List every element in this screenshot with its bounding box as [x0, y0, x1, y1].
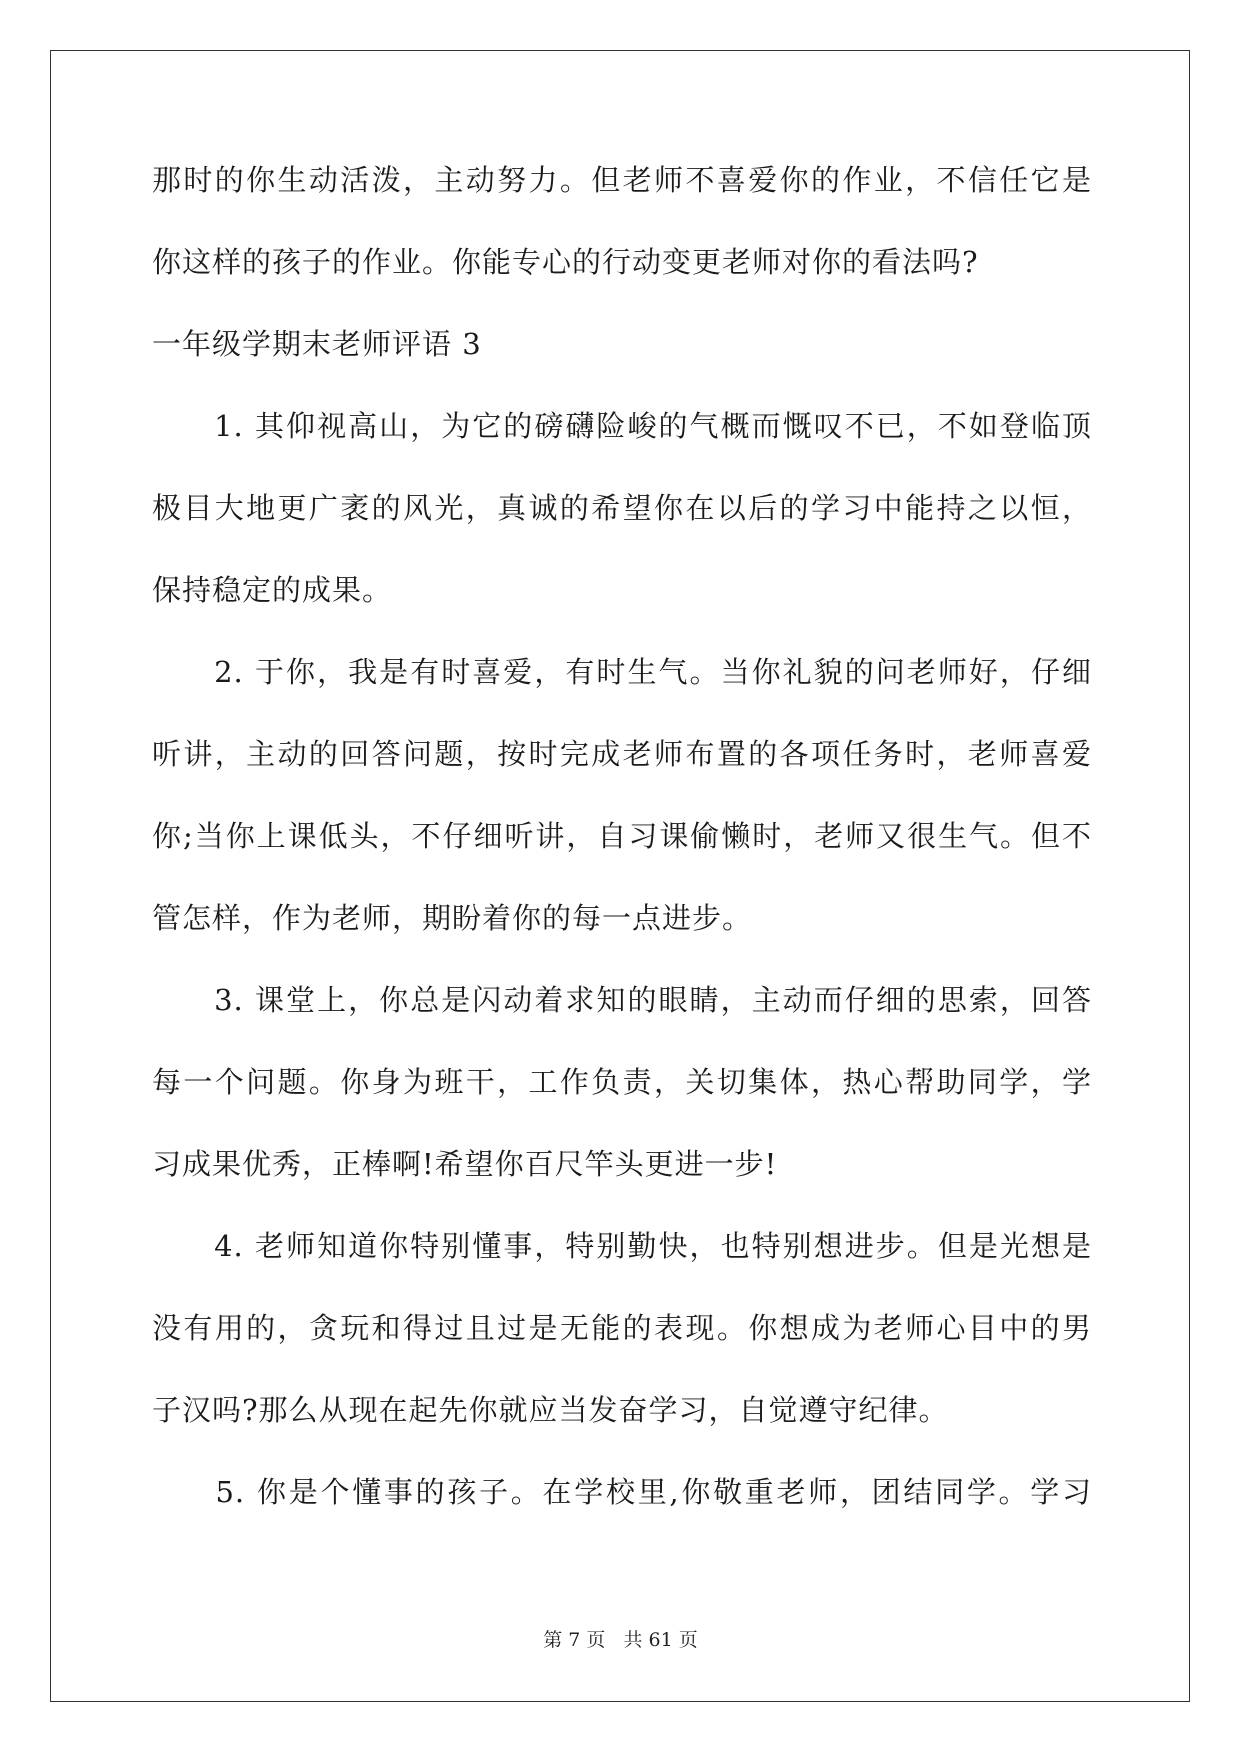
text-line: 3. 课堂上，你总是闪动着求知的眼睛，主动而仔细的思索，回答 — [152, 983, 1092, 1017]
text-line: 5. 你是个懂事的孩子。在学校里,你敬重老师，团结同学。学习 — [152, 1475, 1092, 1509]
text-line: 听讲，主动的回答问题，按时完成老师布置的各项任务时，老师喜爱 — [152, 737, 1092, 771]
text-line: 4. 老师知道你特别懂事，特别勤快，也特别想进步。但是光想是 — [152, 1229, 1092, 1263]
text-line: 你;当你上课低头，不仔细听讲，自习课偷懒时，老师又很生气。但不 — [152, 819, 1092, 853]
text-line: 那时的你生动活泼，主动努力。但老师不喜爱你的作业，不信任它是 — [152, 163, 1092, 197]
page-total: 共 61 页 — [623, 1629, 698, 1651]
text-line: 每一个问题。你身为班干，工作负责，关切集体，热心帮助同学，学 — [152, 1065, 1092, 1099]
text-line: 1. 其仰视高山，为它的磅礴险峻的气概而慨叹不已，不如登临顶 — [152, 409, 1092, 443]
text-line: 没有用的，贪玩和得过且过是无能的表现。你想成为老师心目中的男 — [152, 1311, 1092, 1345]
section-heading: 一年级学期末老师评语 3 — [152, 327, 482, 361]
text-line: 你这样的孩子的作业。你能专心的行动变更老师对你的看法吗? — [152, 245, 979, 279]
text-line: 极目大地更广袤的风光，真诚的希望你在以后的学习中能持之以恒， — [152, 491, 1092, 525]
text-line: 子汉吗?那么从现在起先你就应当发奋学习，自觉遵守纪律。 — [152, 1393, 949, 1427]
page-border — [50, 50, 1190, 1702]
page-number: 第 7 页 — [543, 1629, 606, 1651]
text-line: 管怎样，作为老师，期盼着你的每一点进步。 — [152, 901, 753, 935]
text-line: 保持稳定的成果。 — [152, 573, 393, 607]
text-line: 2. 于你，我是有时喜爱，有时生气。当你礼貌的问老师好，仔细 — [152, 655, 1092, 689]
page-footer — [0, 1628, 1241, 1652]
text-line: 习成果优秀，正棒啊!希望你百尺竿头更进一步! — [152, 1147, 778, 1181]
